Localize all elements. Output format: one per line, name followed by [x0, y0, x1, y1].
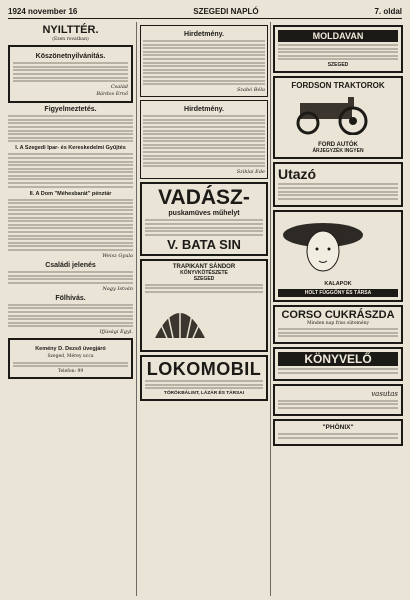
warning-text — [8, 115, 133, 142]
nyiltter-title: NYILTTÉR. — [42, 24, 99, 36]
notice-1-title: Hirdetmény. — [184, 31, 224, 38]
bookbinder-trade: KÖNYVKÖTÉSZETE — [180, 269, 228, 276]
lady-with-hat-image — [278, 217, 368, 275]
moldavan-ad — [273, 25, 403, 73]
lokomobil-company: TÖRÖKBÁLINT, LÁZÁR ÉS TÁRSAI — [163, 391, 245, 397]
notice-2-signature: Sziklai Ede — [236, 169, 265, 176]
thanks-signature-2: Bárdos Ernő — [96, 91, 128, 98]
shell-logo-image — [145, 298, 215, 340]
corso-headline: CORSO CUKRÁSZDA — [281, 308, 395, 321]
railway-ad — [273, 384, 403, 416]
gunsmith-name: V. BATA SIN — [167, 236, 241, 252]
bookbinder-city: SZEGED — [193, 275, 215, 282]
gunsmith-text — [145, 219, 263, 235]
accountant-ad — [273, 347, 403, 381]
header-newspaper-title: SZEGEDI NAPLÓ — [193, 6, 259, 16]
family-signature: Nagy István — [102, 285, 133, 292]
phonix-text — [278, 433, 398, 439]
moldavan-city: SZEGED — [327, 62, 349, 69]
railway-text — [278, 400, 398, 409]
gunsmith-subheadline: puskamüves műhelyt — [168, 210, 240, 218]
appeal-title: Fölhívás. — [55, 294, 86, 302]
gunsmith-headline: VADÁSZ- — [158, 186, 250, 210]
thanks-signature-1: Család — [110, 84, 128, 91]
thanks-title: Köszönetnyilvánítás. — [35, 53, 106, 61]
fordson-pricelist: ÁRJEGYZÉK INGYEN — [312, 148, 364, 155]
lokomobil-headline: LOKOMOBIL — [146, 359, 262, 379]
fordson-headline: FORDSON TRAKTOROK — [291, 81, 385, 91]
fordson-ford: FORD AUTÓK — [318, 142, 358, 149]
list-a-title: I. A Szegedi Ipar- és Kereskedelmi Gyűjtés — [15, 145, 126, 152]
hat-ad — [273, 210, 403, 302]
header-page-number: 7. oldal — [374, 6, 402, 16]
corso-text — [278, 328, 398, 337]
tractor-image — [278, 93, 388, 135]
list-a — [8, 153, 133, 187]
notice-2 — [140, 100, 268, 179]
phonix-ad — [273, 419, 403, 446]
notice-1-signature: Szabó Béla — [236, 87, 265, 94]
list-b — [8, 199, 133, 251]
glazier-title: Kemény D. Dezső üvegjáró — [35, 346, 106, 353]
corso-subline: Minden nap friss sütemény — [306, 320, 370, 326]
traveler-headline: Utazó — [278, 166, 317, 183]
traveler-text — [278, 183, 398, 199]
notice-2-title: Hirdetmény. — [184, 106, 224, 114]
hat-headline: KALAPOK — [324, 280, 352, 287]
column-left — [8, 22, 133, 596]
column-divider — [136, 22, 137, 596]
appeal-text — [8, 304, 133, 328]
thanks-text — [13, 62, 128, 82]
nyiltter-note: (Ezen rovatban) — [52, 37, 89, 42]
railway-headline: vasutas — [371, 389, 398, 398]
phonix-headline: "PHÖNIX" — [322, 423, 354, 431]
column-divider — [270, 22, 271, 596]
family-text — [8, 271, 133, 284]
page-header — [8, 4, 402, 19]
thanks-box — [8, 45, 133, 103]
lokomobil-ad — [140, 355, 268, 401]
glazier-ad — [8, 338, 133, 379]
notice-1 — [140, 25, 268, 97]
corso-ad — [273, 305, 403, 344]
warning-title: Figyelmeztetés. — [44, 106, 97, 114]
column-right — [273, 22, 403, 596]
fordson-ad — [273, 76, 403, 159]
column-middle — [140, 22, 268, 596]
notice-2-text — [143, 115, 265, 167]
appeal-signature: Ifjúsági Egyl. — [99, 329, 133, 336]
list-b-title: II. A Dom "Méhesbarát" pénztár — [29, 190, 112, 197]
moldavan-text — [278, 44, 398, 60]
glazier-text — [13, 362, 128, 368]
glazier-address: Szeged, Mérey ucca — [47, 354, 94, 360]
notice-1-text — [143, 40, 265, 85]
traveler-ad — [273, 162, 403, 206]
accountant-text — [278, 368, 398, 374]
list-signature: Weisz Gyula — [102, 252, 133, 259]
accountant-headline: KÖNYVELŐ — [278, 352, 398, 366]
bookbinder-ad — [140, 259, 268, 352]
glazier-phone: Telefon: 99 — [57, 369, 84, 375]
lokomobil-text — [145, 380, 263, 389]
hat-company: HOLT FÜGGÖNY ÉS TÁRSA — [278, 289, 398, 297]
bookbinder-name: TRAPIKANT SÁNDOR — [172, 263, 236, 270]
family-title: Családi jelenés — [45, 261, 96, 269]
gunsmith-ad — [140, 182, 268, 255]
header-date: 1924 november 16 — [8, 6, 78, 16]
bookbinder-text — [145, 284, 263, 293]
moldavan-headline: MOLDAVAN — [278, 30, 398, 42]
